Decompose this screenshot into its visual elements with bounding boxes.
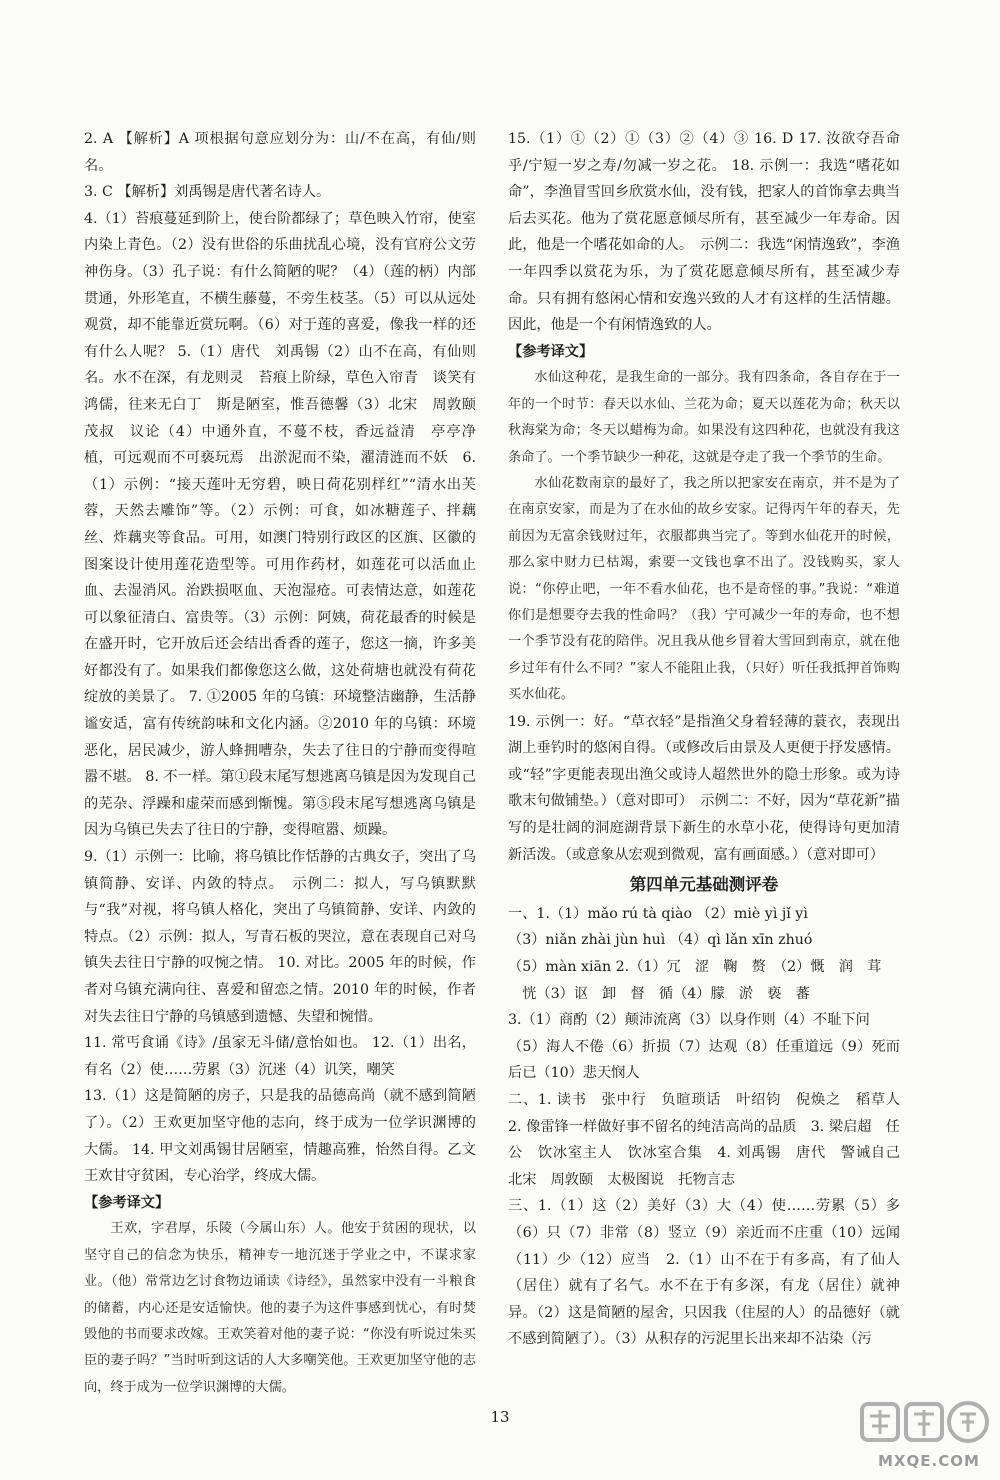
answer-block-1: 2. A 【解析】A 项根据句意应划分为：山/不在高，有仙/则名。 [84, 131, 476, 174]
unit-test-line: （5）海人不倦（6）折损（7）达观（8）任重道远（9）死而后已（10）悲天悯人 [508, 1038, 900, 1082]
unit-test-line: 3.（1）商酌（2）颠沛流离（3）以身作则（4）不耻下问 [508, 1012, 870, 1029]
unit-test-line: （3）niǎn zhài jùn huì （4）qì lǎn xīn zhuó [508, 932, 813, 949]
right-column [508, 126, 915, 1353]
translation-heading-right: 【参考译文】 [508, 343, 594, 360]
unit-test-line: （5）màn xiān 2.（1）冗 涩 鞠 赘 （2）慨 润 茸 [508, 958, 882, 975]
answer-block-4: 9.（1）示例一：比喻，将乌镇比作恬静的古典女子，突出了乌镇简静、安详、内敛的特点。 示例二：拟人，写乌镇默默与“我”对视，将乌镇人格化，突出了乌镇简静、安详、内敛的特点。（2）示例：拟人，写青石板的哭泣，意在表现自己对乌镇失去往日宁静的叹惋之情。 10. 对比。2005 年的时候，作者对乌镇充满向往、喜爱和留恋之情。2010 年的时候，作者对失去往日宁静的乌镇感到遗憾、失望和惋惜。 [84, 849, 476, 1025]
answer-block-3: 4.（1）苔痕蔓延到阶上，使台阶都绿了；草色映入竹帘，使室内染上青色。（2）没有世俗的乐曲扰乱心境，没有官府公文劳神伤身。（3）孔子说：有什么简陋的呢？（4）（莲的柄）内部贯通，外形笔直，不横生藤蔓，不旁生枝茎。（5）可以从远处观赏，却不能靠近赏玩啊。（6）对于莲的喜爱，像我一样的还有什么人呢？ 5.（1）唐代 刘禹锡（2）山不在高，有仙则名。水不在深，有龙则灵 苔痕上阶绿，草色入帘青 谈笑有鸿儒，往来无白丁 斯是陋室，惟吾德馨（3）北宋 周敦颐 茂叔 议论（4）中通外直，不蔓不枝，香远益清 亭亭净植，可远观而不可亵玩焉 出淤泥而不染，濯清涟而不妖 6.（1）示例：“接天莲叶无穷碧，映日荷花别样红”“清水出芙蓉，天然去雕饰”等。（2）示例：可食，如冰糖莲子、拌藕丝、炸藕夹等食品。可用，如澳门特别行政区的区旗、区徽的图案设计使用莲花造型等。可用作药材，如莲花可以活血止血、去湿消风。治跌损呕血、天泡湿疮。可表情达意，如莲花可以象征清白、富贵等。（3）示例：阿姨，荷花最香的时候是在盛开时，它开放后还会结出香香的莲子，您这一摘，许多美好都没有了。如果我们都像您这么做，这处荷塘也就没有荷花绽放的美景了。 7. ①2005 年的乌镇：环境整洁幽静，生活静谧安适，富有传统韵味和文化内涵。②2010 年的乌镇：环境恶化，居民减少，游人蜂拥嘈杂，失去了往日的宁静而变得喧嚣不堪。 8. 不一样。第①段末尾写想逃离乌镇是因为发现自己的芜杂、浮躁和虚荣而感到惭愧。第⑤段末尾写想逃离乌镇是因为乌镇已失去了往日的宁静，变得喧嚣、烦躁。 [84, 210, 491, 839]
translation-heading-left: 【参考译文】 [84, 1194, 170, 1211]
translation-text-left: 王欢，字君厚，乐陵（今属山东）人。他安于贫困的现状，以坚守自己的信念为快乐，精神专一地沉迷于学业之中，不谋求家业。（他）常常边乞讨食物边诵读《诗经》，虽然家中没有一斗粮食的储蓄，内心还是安适愉快。他的妻子为这件事感到忧心，有时焚毁他的书而要求改嫁。王欢笑着对他的妻子说：“你没有听说过朱买臣的妻子吗？”当时听到这话的人大多嘲笑他。王欢更加坚守他的志向，终于成为一位学识渊博的大儒。 [84, 1221, 476, 1395]
unit-test-line: 恍（3）讴 卸 督 循（4）朦 淤 亵 蕃 [508, 985, 810, 1002]
watermark-logo [858, 1400, 994, 1476]
unit-test-line: 一、1.（1）mǎo rú tà qiào （2）miè yì jǐ yì [508, 905, 808, 922]
watermark-logo-icon [858, 1400, 994, 1452]
unit-test-line: 三、1.（1）这（2）美好（3）大（4）使……劳累（5）多（6）只（7）非常（8）竖立（9）亲近而不庄重（10）远闻（11）少（12）应当 2.（1）山不在于有多高，有了仙人（居住）就有了名气。水不在于有多深，有龙（居住）就神异。（2）这是简陋的屋舍，只因我（住屋的人）的品德好（就不感到简陋了）。（3）从积存的污泥里长出来却不沾染（污 [508, 1198, 900, 1348]
unit-test-title: 第四单元基础测评卷 [629, 875, 779, 895]
unit-test-line: 二、1. 读书 张中行 负暄琐话 叶绍钧 倪焕之 稻草人 2. 像雷锋一样做好事不留名的纯洁高尚的品质 3. 梁启超 任公 饮冰室主人 饮冰室合集 4. 刘禹锡 唐代 警诫自己 北宋 周敦颐 太极图说 托物言志 [508, 1091, 915, 1188]
translation-paragraph-2: 水仙花数南京的最好了，我之所以把家安在南京，并不是为了在南京安家，而是为了在水仙的故乡安家。记得丙午年的春天，先前因为无富余钱财过年，衣服都典当完了。等到水仙花开的时候，那么家中财力已枯竭，索要一文钱也拿不出了。没钱购买，家人说：“你停止吧，一年不看水仙花，也不是奇怪的事。”我说：“难道你们是想要夺去我的性命吗？（我）宁可减少一年的寿命，也不想一个季节没有花的陪伴。况且我从他乡冒着大雪回到南京，就在他乡过年有什么不同？”家人不能阻止我，（只好）听任我抵押首饰购买水仙花。 [508, 475, 900, 703]
answer-block-6: 13.（1）这是简陋的房子，只是我的品德高尚（就不感到简陋了）。（2）王欢更加坚守他的志向，终于成为一位学识渊博的大儒。 14. 甲文刘禹锡甘居陋室，情趣高雅，怡然自得。乙文王欢甘守贫困，专心治学，终成大儒。 [84, 1088, 476, 1185]
watermark-url: MXQE.COM [878, 1452, 980, 1470]
answer-block-2: 3. C 【解析】刘禹锡是唐代著名诗人。 [84, 184, 331, 201]
left-column [84, 126, 491, 1401]
answer-block-5: 11. 常丐食诵《诗》/虽家无斗储/意怡如也。 12.（1）出名，有名（2）使……劳累（3）沉迷（4）讥笑，嘲笑 [84, 1035, 476, 1078]
page-number: 13 [490, 1408, 510, 1426]
answer-block-right-1: 15.（1）①（2）①（3）②（4）③ 16. D 17. 汝欲夺吾命乎/宁短一岁之寿/勿减一岁之花。 18. 示例一：我选“嗜花如命”，李渔冒雪回乡欣赏水仙，没有钱，把家人的首饰拿去典当后去买花。他为了赏花愿意倾尽所有，甚至减少一年寿命。因此，他是一个嗜花如命的人。 示例二：我选“闲情逸致”，李渔一年四季以赏花为乐，为了赏花愿意倾尽所有，甚至减少寿命。只有拥有悠闲心情和安逸兴致的人才有这样的生活情趣。因此，他是一个有闲情逸致的人。 [508, 131, 900, 334]
translation-paragraph-1: 水仙这种花，是我生命的一部分。我有四条命，各自存在于一年的一个时节：春天以水仙、兰花为命；夏天以莲花为命；秋天以秋海棠为命；冬天以蜡梅为命。如果没有这四种花，也就没有我这条命了。一个季节缺少一种花，这就是夺走了我一个季节的生命。 [508, 370, 900, 465]
answer-block-q19: 19. 示例一：好。“草衣轻”是指渔父身着轻薄的蓑衣，表现出湖上垂钓时的悠闲自得。（或修改后由景及人更便于抒发感情。或“轻”字更能表现出渔父或诗人超然世外的隐士形象。或为诗歌末句做铺垫。）（意对即可） 示例二：不好，因为“草花新”描写的是壮阔的洞庭湖背景下新生的水草小花，使得诗句更加清新活泼。（或意象从宏观到微观，富有画面感。）（意对即可） [508, 713, 900, 863]
